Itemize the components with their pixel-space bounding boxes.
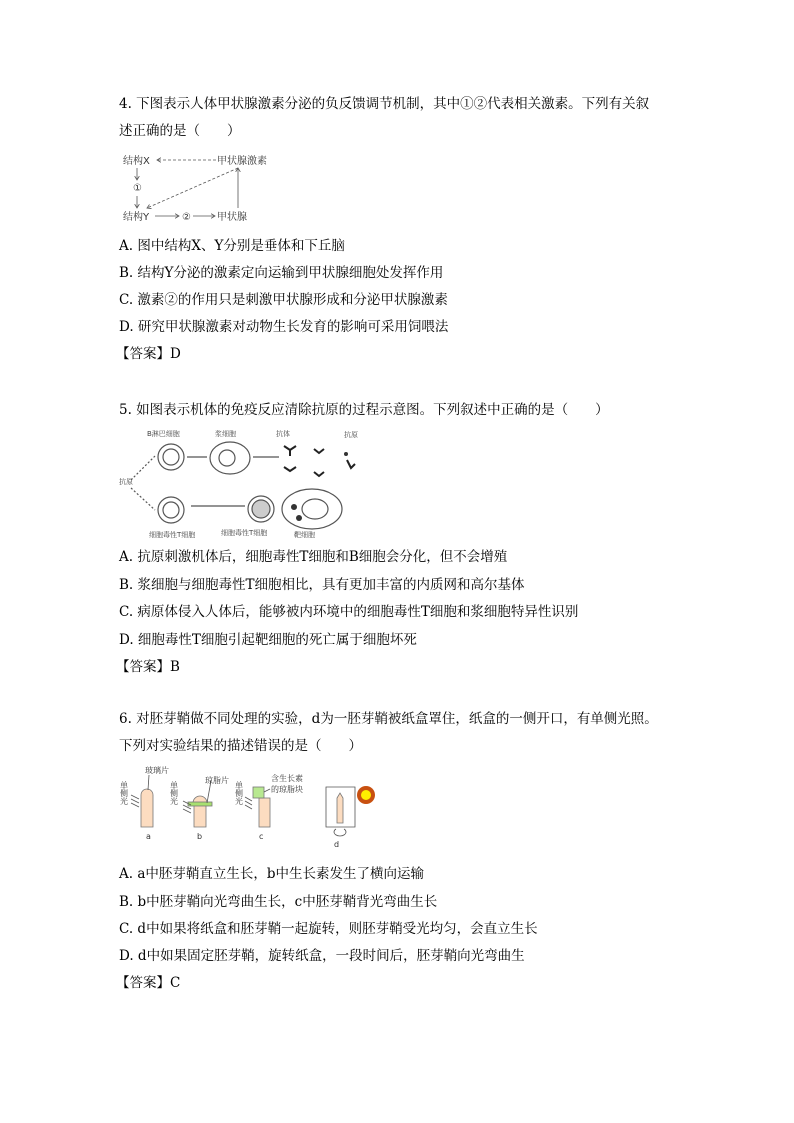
- label-a: a: [146, 832, 151, 841]
- label-antigen-left: 抗原: [119, 478, 133, 486]
- q6-option-b: B. b中胚芽鞘向光弯曲生长，c中胚芽鞘背光弯曲生长: [119, 894, 438, 910]
- q4-option-b: B. 结构Y分泌的激素定向运输到甲状腺细胞处发挥作用: [119, 265, 444, 281]
- label-thyroid: 甲状腺: [217, 212, 247, 223]
- q4-option-d: D. 研究甲状腺激素对动物生长发育的影响可采用饲喂法: [119, 319, 449, 335]
- label-target-cell: 靶细胞: [294, 531, 315, 539]
- label-hormone-2: ②: [182, 212, 191, 223]
- label-structure-y: 结构Y: [123, 212, 150, 223]
- label-c: c: [259, 832, 264, 841]
- label-thyroid-hormone: 甲状腺激素: [217, 156, 267, 167]
- q6-answer: 【答案】C: [116, 975, 181, 991]
- label-light-a: 单侧光: [119, 781, 129, 805]
- label-glass-slice: 玻璃片: [145, 766, 169, 775]
- label-plasma-cell: 浆细胞: [215, 430, 236, 438]
- sun-icon: [357, 786, 375, 804]
- label-ctl-1: 细胞毒性T细胞: [149, 531, 196, 539]
- label-b-cell: B淋巴细胞: [147, 430, 180, 438]
- q4-option-a: A. 图中结构X、Y分别是垂体和下丘脑: [119, 238, 345, 254]
- q4-stem-line2: 述正确的是（ ）: [119, 123, 241, 139]
- q5-option-b: B. 浆细胞与细胞毒性T细胞相比，具有更加丰富的内质网和高尔基体: [119, 577, 525, 593]
- label-b: b: [197, 832, 203, 841]
- q6-coleoptile-diagram: [119, 765, 389, 855]
- q5-answer: 【答案】B: [116, 659, 180, 675]
- q4-option-c: C. 激素②的作用只是刺激甲状腺形成和分泌甲状腺激素: [119, 292, 448, 308]
- q6-option-a: A. a中胚芽鞘直立生长，b中生长素发生了横向运输: [119, 866, 425, 882]
- q6-option-d: D. d中如果固定胚芽鞘，旋转纸盒，一段时间后，胚芽鞘向光弯曲生: [119, 948, 525, 964]
- label-agar-slice: 琼脂片: [205, 776, 229, 785]
- q5-stem: 5. 如图表示机体的免疫反应清除抗原的过程示意图。下列叙述中正确的是（ ）: [119, 402, 609, 418]
- label-auxin-line1: 含生长素: [271, 774, 303, 783]
- q4-feedback-diagram: [119, 150, 269, 226]
- label-antigen: 抗原: [344, 431, 358, 439]
- label-ctl-2: 细胞毒性T细胞: [221, 529, 268, 537]
- q6-option-c: C. d中如果将纸盒和胚芽鞘一起旋转，则胚芽鞘受光均匀，会直立生长: [119, 921, 538, 937]
- label-d: d: [334, 840, 340, 849]
- label-structure-x: 结构X: [123, 156, 150, 167]
- label-light-b: 单侧光: [169, 781, 179, 805]
- label-light-c: 单侧光: [234, 781, 244, 805]
- q4-answer: 【答案】D: [116, 346, 181, 362]
- q6-stem-line2: 下列对实验结果的描述错误的是（ ）: [119, 738, 362, 754]
- q5-option-d: D. 细胞毒性T细胞引起靶细胞的死亡属于细胞坏死: [119, 632, 417, 648]
- label-auxin-line2: 的琼脂块: [271, 785, 303, 794]
- label-hormone-1: ①: [133, 183, 142, 194]
- label-antibody: 抗体: [276, 430, 290, 438]
- q5-option-c: C. 病原体侵入人体后，能够被内环境中的细胞毒性T细胞和浆细胞特异性识别: [119, 604, 579, 620]
- q4-stem-line1: 4. 下图表示人体甲状腺激素分泌的负反馈调节机制，其中①②代表相关激素。下列有关叙: [119, 96, 650, 112]
- q6-stem-line1: 6. 对胚芽鞘做不同处理的实验，d为一胚芽鞘被纸盒罩住，纸盒的一侧开口，有单侧光照。: [119, 711, 658, 727]
- q5-immune-diagram: [119, 422, 369, 544]
- q5-option-a: A. 抗原刺激机体后，细胞毒性T细胞和B细胞会分化，但不会增殖: [119, 549, 508, 565]
